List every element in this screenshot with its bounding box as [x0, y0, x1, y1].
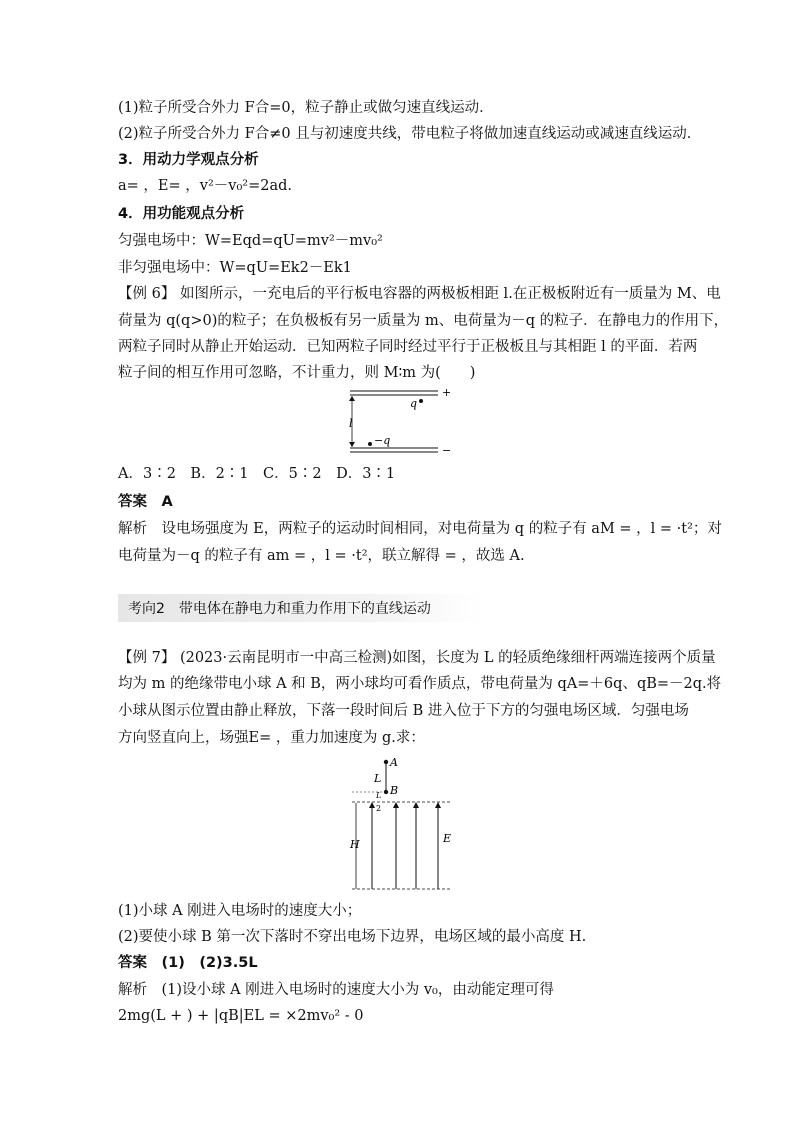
example6-line3: 两粒子同时从静止开始运动．已知两粒子同时经过平行于正极板且与其相距 l 的平面．若两: [118, 339, 698, 355]
question-2: (2)要使小球 B 第一次下落时不穿出电场下边界，电场区域的最小高度 H.: [118, 929, 587, 945]
label-H: H: [350, 838, 360, 851]
question-1: (1)小球 A 刚进入电场时的速度大小；: [118, 903, 362, 919]
label-L-half-num: L: [376, 791, 382, 800]
explanation-line1: 解析 设电场强度为 E，两粒子的运动时间相同，对电荷量为 q 的粒子有 aM = ，l = ·t²；对: [118, 521, 722, 537]
l-label: l: [349, 417, 353, 430]
heading-3: 3．用动力学观点分析: [118, 152, 259, 168]
answer7-label: 答案 (1) (2)3.5L: [118, 955, 258, 971]
neg-q-label: −q: [374, 434, 391, 447]
example6-line4: 粒子间的相互作用可忽略，不计重力，则 M∶m 为( ): [118, 365, 476, 381]
example6-line1: 【例 6】 如图所示，一充电后的平行板电容器的两极板相距 l.在正极板附近有一质量为 M、电: [118, 286, 721, 302]
label-L: L: [374, 772, 382, 785]
line-6: 匀强电场中：W=Eqd=qU=mv²－mv₀²: [118, 233, 383, 249]
label-L-half-den: 2: [376, 804, 382, 813]
options-line: A．3∶2 B．2∶1 C．5∶2 D．3∶1: [118, 466, 396, 482]
explanation-line2: 电荷量为－q 的粒子有 am = ，l = ·t²，联立解得 = ，故选 A.: [118, 548, 525, 564]
example7-line1: 【例 7】 (2023·云南昆明市一中高三检测)如图，长度为 L 的轻质绝缘细杆两端连接两个质量: [118, 650, 716, 666]
example7-line3: 小球从图示位置由静止释放，下落一段时间后 B 进入位于下方的匀强电场区域．匀强电场: [118, 703, 689, 719]
heading-4: 4．用功能观点分析: [118, 206, 245, 222]
label-A: A: [390, 756, 398, 769]
capacitor-figure: [340, 382, 460, 458]
label-B: B: [390, 784, 399, 797]
section-title: 考向2 带电体在静电力和重力作用下的直线运动: [128, 601, 431, 617]
answer-label: 答案 A: [118, 494, 173, 510]
minus-sign: −: [442, 444, 452, 457]
line-4: a= ，E= ，v²－v₀²=2ad.: [118, 178, 292, 194]
rod-field-figure: [348, 756, 468, 892]
equation-line: 2mg(L + ) + |qB|EL = ×2mv₀² - 0: [118, 1008, 364, 1024]
line-2: (2)粒子所受合外力 F合≠0 且与初速度共线，带电粒子将做加速直线运动或减速直线运动．: [118, 126, 702, 142]
example7-line4: 方向竖直向上，场强E= ，重力加速度为 g.求：: [118, 730, 425, 746]
section-title-bar: [118, 594, 482, 622]
line-1: (1)粒子所受合外力 F合=0，粒子静止或做匀速直线运动．: [118, 100, 494, 116]
explanation7-line1: 解析 (1)设小球 A 刚进入电场时的速度大小为 v₀，由动能定理可得: [118, 982, 554, 998]
example6-line2: 荷量为 q(q>0)的粒子；在负极板有另一质量为 m、电荷量为－q 的粒子．在静电力的作用下，: [118, 313, 729, 329]
example7-line2: 均为 m 的绝缘带电小球 A 和 B，两小球均可看作质点，带电荷量为 qA=＋6q、qB=－2q.将: [118, 676, 722, 692]
label-E: E: [443, 832, 452, 845]
q-label: q: [410, 397, 418, 410]
plus-sign: +: [442, 386, 452, 399]
line-7: 非匀强电场中：W=qU=Ek2－Ek1: [118, 260, 352, 276]
